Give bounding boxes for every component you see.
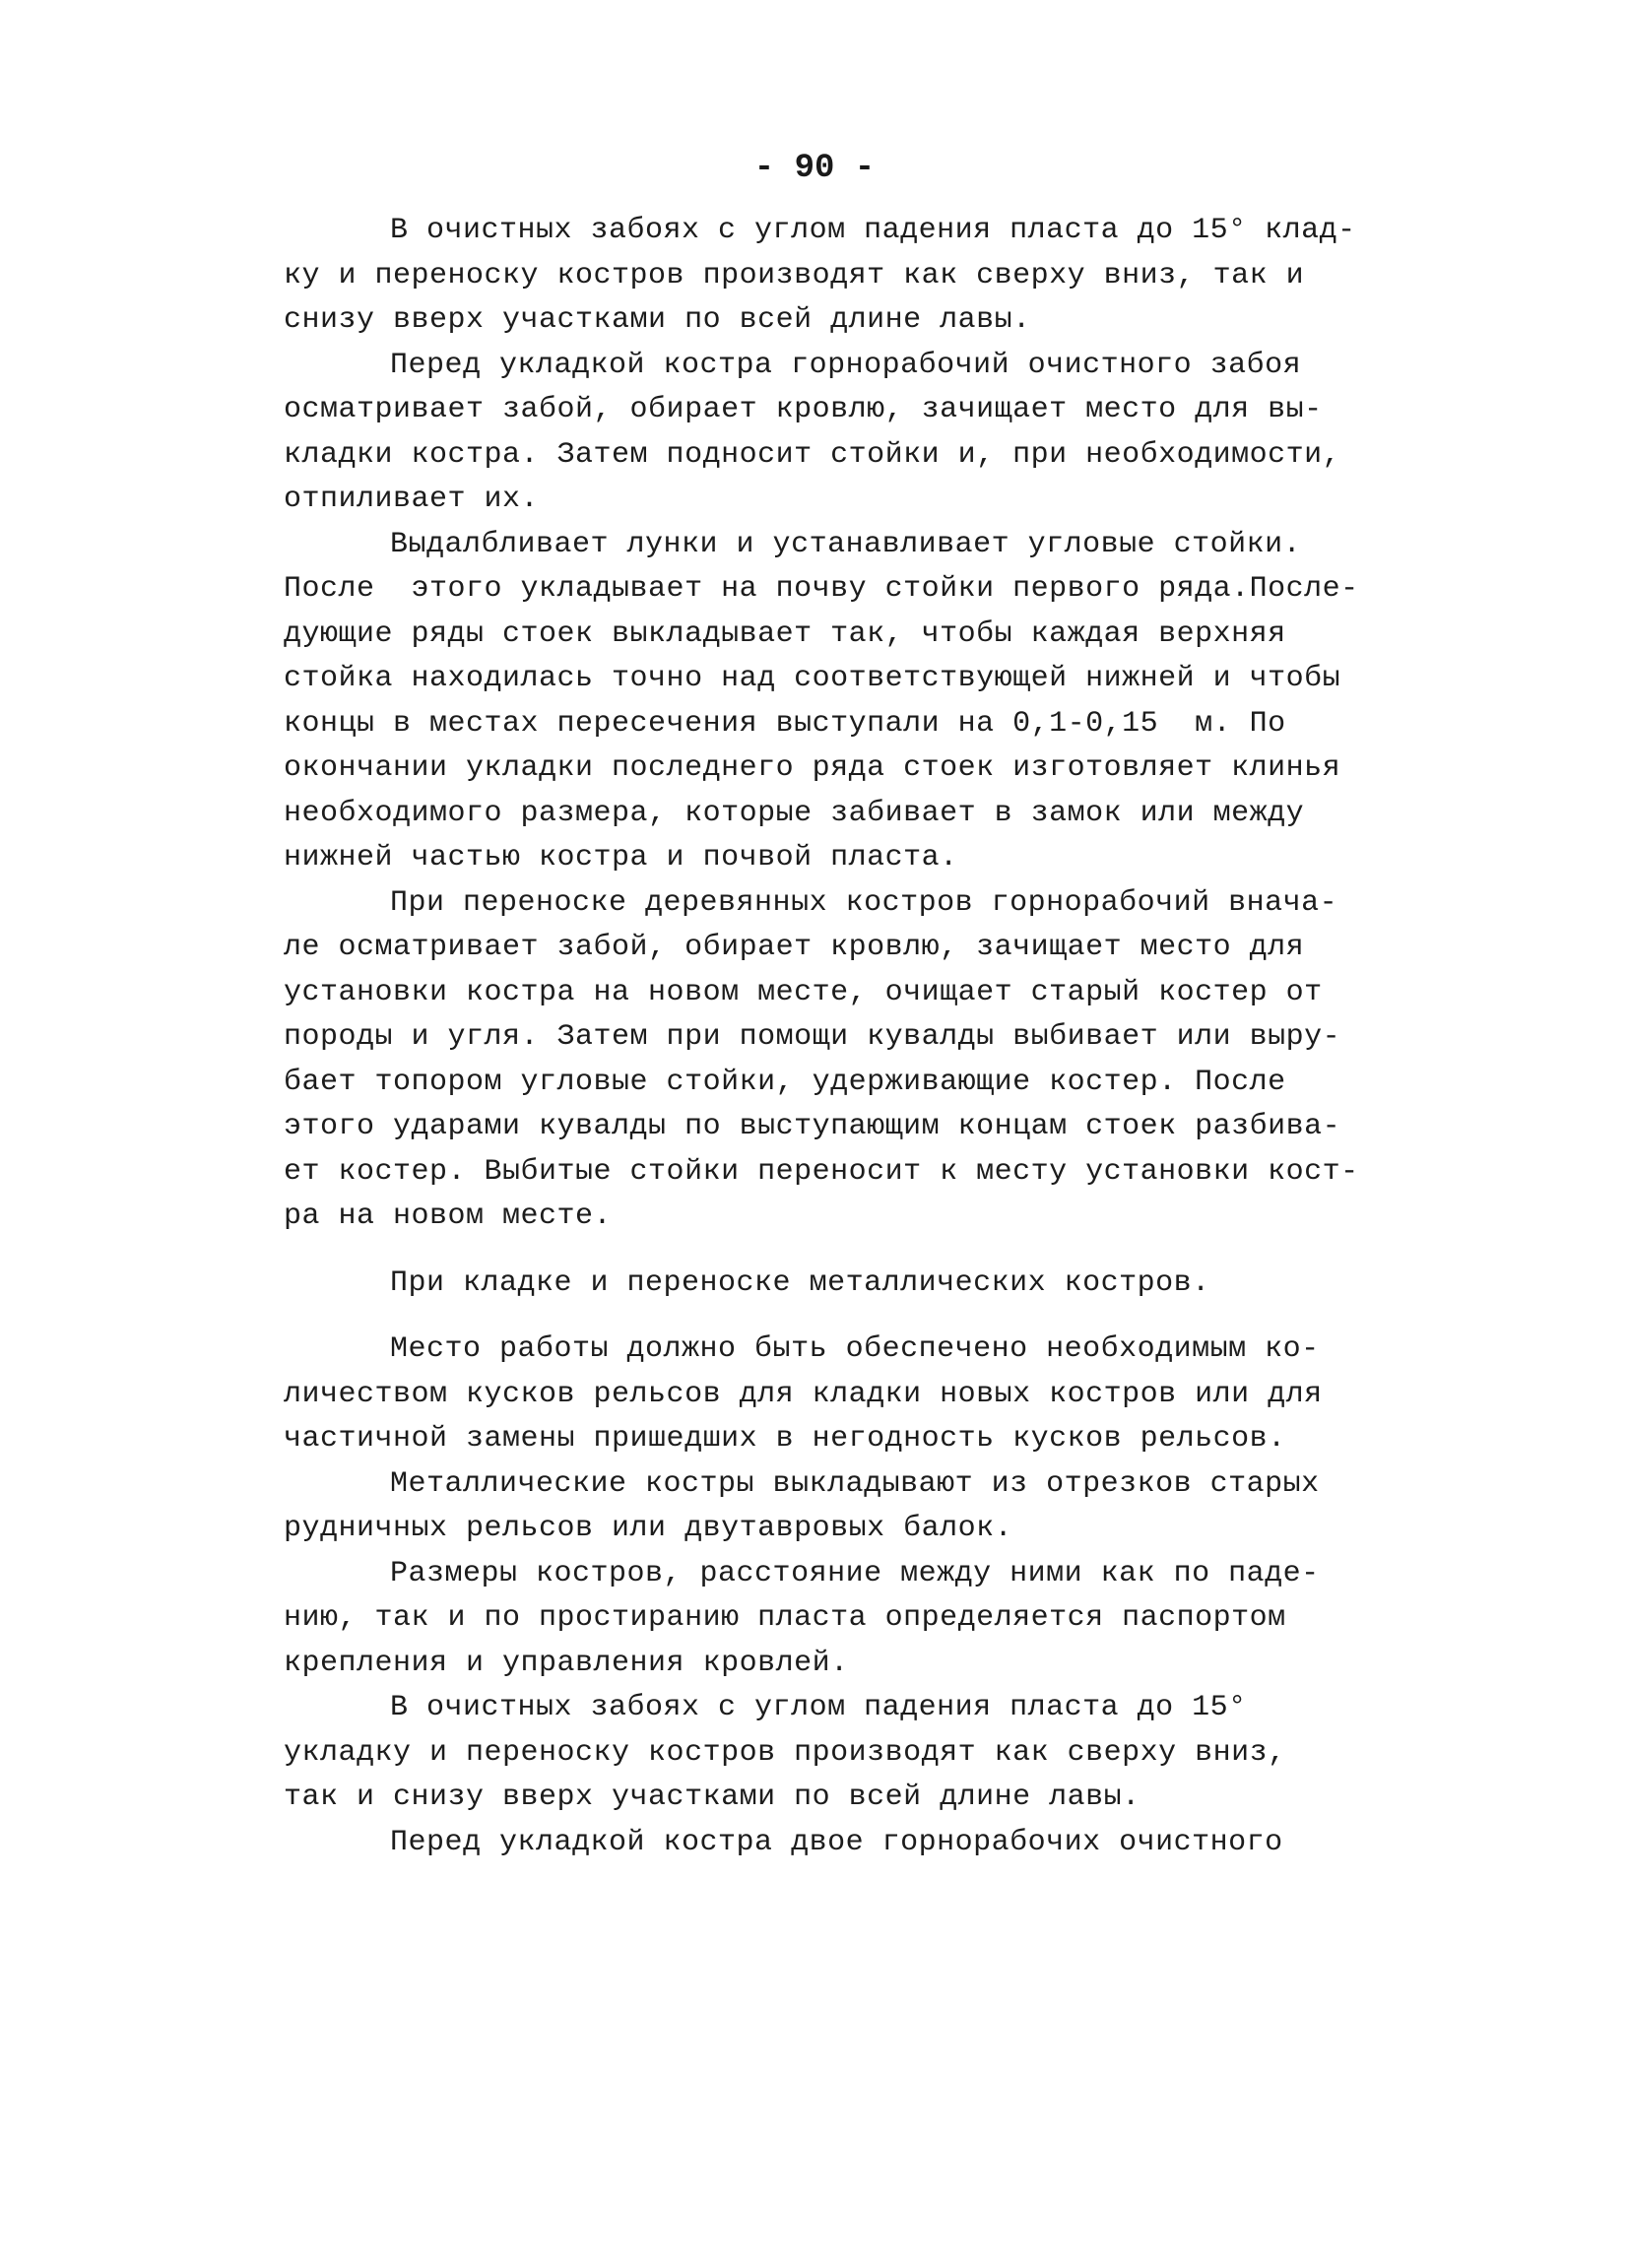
paragraph-line: нижней частью костра и почвой пласта. (284, 841, 958, 875)
paragraph-line: частичной замены пришедших в негодность кусков рельсов. (284, 1422, 1286, 1456)
paragraph-line: ра на новом месте. (284, 1199, 613, 1233)
paragraph-line: ле осматривает забой, обирает кровлю, зачищает место для (284, 931, 1305, 964)
section-heading: При кладке и переноске металлических костров. (390, 1265, 1210, 1300)
paragraph-line: После этого укладывает на почву стойки первого ряда.После- (284, 572, 1359, 606)
paragraph-line: стойка находилась точно над соответствующей нижней и чтобы (284, 662, 1341, 695)
paragraph-line: личеством кусков рельсов для кладки новых костров или для (284, 1377, 1323, 1411)
paragraph-line: ет костер. Выбитые стойки переносит к месту установки кост- (284, 1154, 1359, 1189)
paragraph-line: ку и переноску костров производят как сверху вниз, так и (284, 258, 1305, 292)
paragraph-line: этого ударами кувалды по выступающим концам стоек разбива- (284, 1110, 1341, 1143)
paragraph-line: рудничных рельсов или двутавровых балок. (284, 1512, 1013, 1545)
paragraph-line: нию, так и по простиранию пласта определяется паспортом (284, 1601, 1286, 1635)
paragraph-line: необходимого размера, которые забивает в замок или между (284, 796, 1305, 830)
body-text (284, 209, 1387, 1865)
paragraph-line: Перед укладкой костра двое горнорабочих очистного (390, 1825, 1283, 1859)
paragraph-line: отпиливает их. (284, 483, 540, 516)
paragraph-line: Металлические костры выкладывают из отрезков старых (390, 1466, 1320, 1501)
paragraph-line: снизу вверх участками по всей длине лавы. (284, 303, 1031, 337)
paragraph-line: окончании укладки последнего ряда стоек изготовляет клинья (284, 751, 1341, 785)
paragraph-line: Размеры костров, расстояние между ними как по паде- (390, 1556, 1320, 1590)
paragraph-line: В очистных забоях с углом падения пласта до 15° (390, 1691, 1247, 1724)
paragraph-line: осматривает забой, обирает кровлю, зачищает место для вы- (284, 393, 1323, 426)
paragraph-line: крепления и управления кровлей. (284, 1646, 849, 1680)
paragraph-line: кладки костра. Затем подносит стойки и, при необходимости, (284, 437, 1341, 472)
paragraph-line: При переноске деревянных костров горнорабочий внача- (390, 885, 1338, 920)
paragraph-line: концы в местах пересечения выступали на 0,1-0,15 м. По (284, 706, 1286, 741)
paragraph-line: так и снизу вверх участками по всей длине лавы. (284, 1781, 1140, 1814)
paragraph-line: породы и угля. Затем при помощи кувалды выбивает или выру- (284, 1020, 1341, 1054)
paragraph-line: установки костра на новом месте, очищает старый костер от (284, 975, 1323, 1009)
paragraph-line: Место работы должно быть обеспечено необходимым ко- (390, 1332, 1320, 1366)
paragraph-line: В очистных забоях с углом падения пласта до 15° клад- (390, 214, 1356, 247)
paragraph-line: бает топором угловые стойки, удерживающие костер. После (284, 1065, 1286, 1099)
paragraph-line: Перед укладкой костра горнорабочий очистного забоя (390, 348, 1302, 382)
paragraph-line: укладку и переноску костров производят как сверху вниз, (284, 1735, 1286, 1770)
paragraph-line: Выдалбливает лунки и устанавливает угловые стойки. (390, 527, 1302, 561)
page-number: - 90 - (753, 150, 876, 187)
paragraph-line: дующие ряды стоек выкладывает так, чтобы каждая верхняя (284, 616, 1286, 651)
